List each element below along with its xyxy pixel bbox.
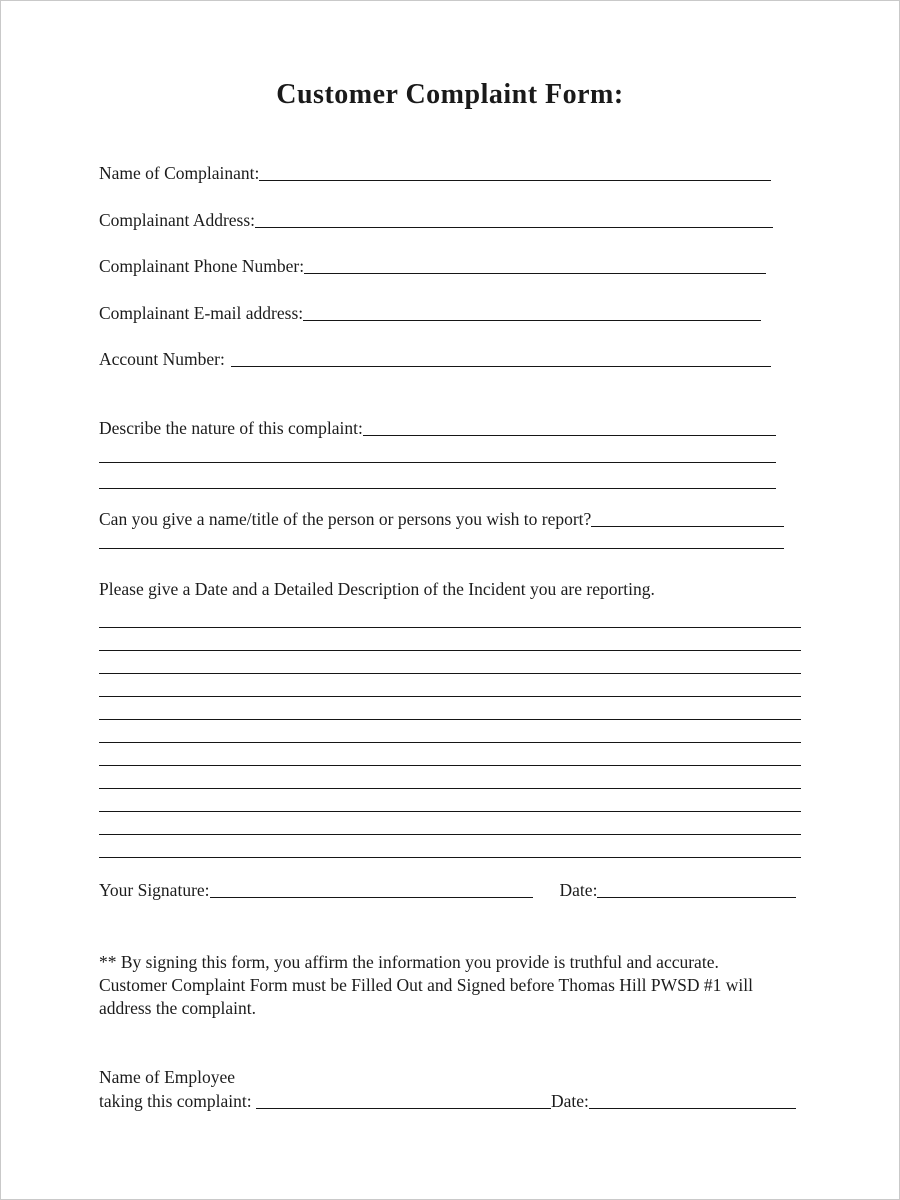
writing-line — [99, 605, 801, 628]
affirmation-note-line-2: Customer Complaint Form must be Filled Out and Signed before Thomas Hill PWSD #1 will — [99, 975, 753, 995]
signature-date-spacer — [533, 880, 560, 901]
incident-prompt: Please give a Date and a Detailed Description of the Incident you are reporting. — [99, 579, 655, 599]
writing-line — [99, 674, 801, 697]
affirmation-note — [99, 951, 805, 1020]
employee-name-date-field — [99, 1091, 796, 1112]
writing-line — [99, 789, 801, 812]
complaint-nature-field — [99, 418, 776, 439]
complainant-address-field — [99, 210, 773, 231]
complainant-name-line — [259, 163, 771, 181]
complainant-phone-line — [304, 256, 766, 274]
signature-date-line — [597, 880, 796, 898]
affirmation-note-line-1: ** By signing this form, you affirm the information you provide is truthful and accurate. — [99, 952, 719, 972]
account-number-label: Account Number: — [99, 349, 225, 369]
incident-writing-area — [99, 605, 801, 858]
account-number-field — [99, 349, 771, 370]
complainant-address-line — [255, 210, 773, 228]
complaint-nature-label: Describe the nature of this complaint: — [99, 418, 363, 438]
employee-date-line — [589, 1091, 796, 1109]
complaint-nature-line — [363, 418, 776, 436]
affirmation-note-line-3: address the complaint. — [99, 998, 256, 1018]
employee-date-label: Date: — [551, 1091, 589, 1111]
writing-line — [99, 835, 801, 858]
complainant-address-label: Complainant Address: — [99, 210, 256, 230]
employee-name-label-line2: taking this complaint: — [99, 1091, 256, 1111]
account-number-line — [231, 349, 771, 367]
complainant-email-label: Complainant E-mail address: — [99, 303, 304, 323]
writing-line — [99, 812, 801, 835]
employee-name-label-line1: Name of Employee — [99, 1067, 236, 1087]
complainant-name-label: Name of Complainant: — [99, 163, 260, 183]
complaint-nature-line-3 — [99, 488, 776, 489]
report-person-line — [591, 509, 784, 527]
signature-date-field — [99, 880, 796, 901]
complainant-name-field — [99, 163, 771, 184]
report-person-label: Can you give a name/title of the person or persons you wish to report? — [99, 509, 592, 529]
complaint-nature-line-2 — [99, 462, 776, 463]
complainant-email-line — [303, 303, 761, 321]
signature-label: Your Signature: — [99, 880, 210, 900]
employee-name-line — [256, 1091, 551, 1109]
signature-date-label: Date: — [559, 880, 598, 900]
complainant-phone-label: Complainant Phone Number: — [99, 256, 305, 276]
signature-line — [210, 880, 533, 898]
writing-line — [99, 743, 801, 766]
writing-line — [99, 720, 801, 743]
writing-line — [99, 766, 801, 789]
writing-line — [99, 628, 801, 651]
form-title: Customer Complaint Form: — [276, 79, 624, 110]
writing-line — [99, 651, 801, 674]
report-person-line-2 — [99, 548, 784, 549]
complainant-email-field — [99, 303, 761, 324]
report-person-field — [99, 509, 784, 530]
complainant-phone-field — [99, 256, 766, 277]
writing-line — [99, 697, 801, 720]
